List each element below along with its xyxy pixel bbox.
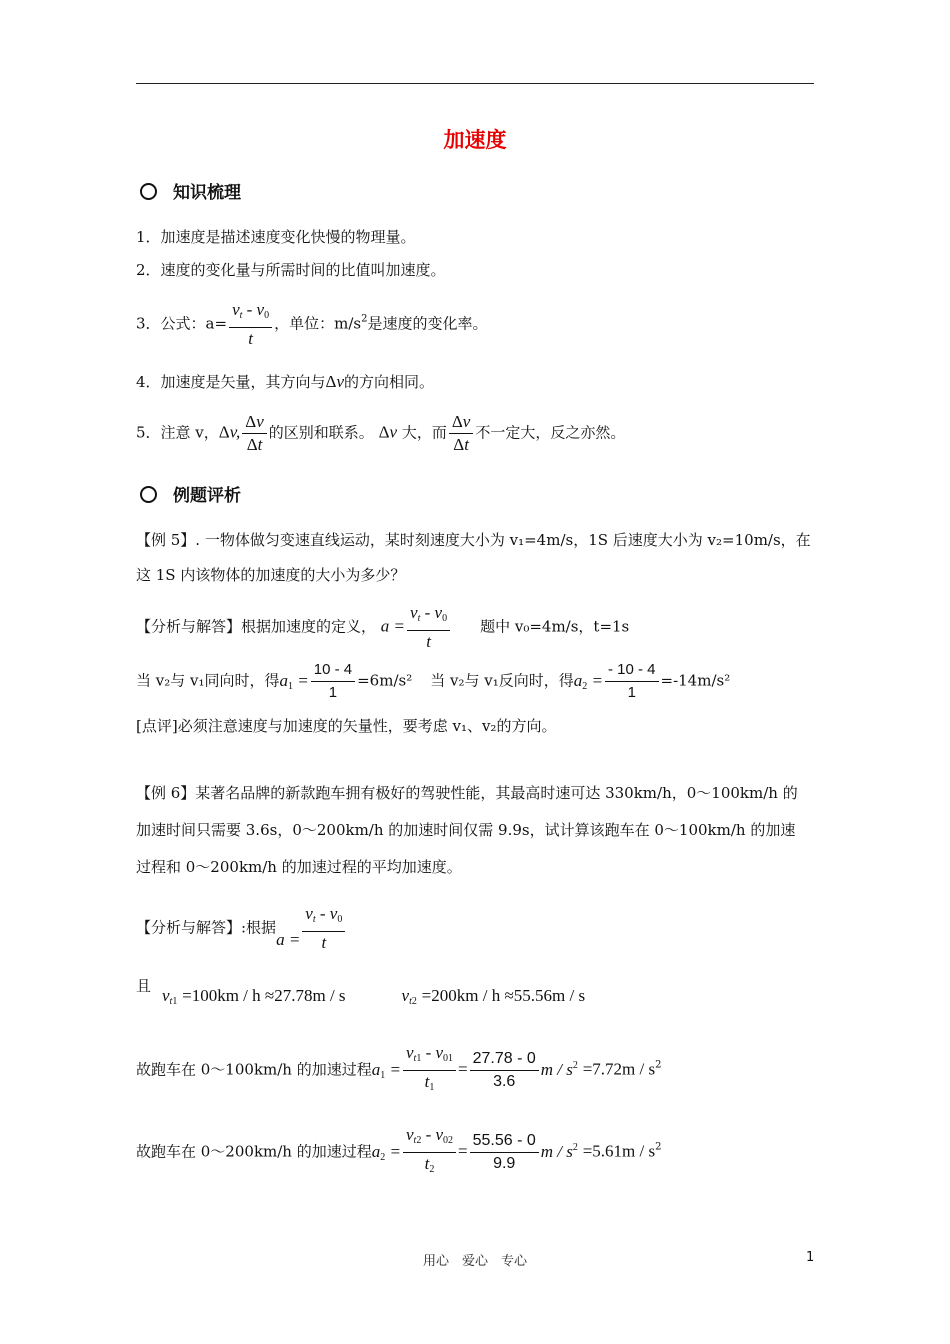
- delta-v-over-delta-t: $\frac{\Delta v}{\Delta t}$: [242, 412, 266, 455]
- example5-answer: 【分析与解答】根据加速度的定义， a = $\frac{v_t - v_0}{t}$ 题中 v₀=4m/s，t=1s: [136, 603, 630, 651]
- knowledge-item-2: 2．速度的变化量与所需时间的比值叫加速度。: [136, 261, 446, 279]
- example5-question-line2: 这 1S 内该物体的加速度的大小为多少？: [136, 566, 406, 584]
- double-circle-icon: [140, 183, 157, 200]
- acceleration-process-2: 故跑车在 0～200km/h 的加速过程$a_2$ = $\frac{v_{t2} - v_{02}}{t_2}$ = $\frac{55.56 - 0}{9.9}$ $m / s^2 =5.61m / s^2$: [136, 1125, 662, 1175]
- page-footer: 用心 爱心 专心: [422, 1254, 527, 1269]
- page-number: 1: [806, 1250, 815, 1265]
- section-heading-examples: 例题评析: [140, 481, 241, 506]
- example5-comment: [点评]必须注意速度与加速度的矢量性，要考虑 v₁、v₂的方向。: [136, 717, 557, 735]
- formula-fraction: $\frac{v_t - v_0}{t}$: [229, 300, 272, 349]
- acceleration-process-1: 故跑车在 0～100km/h 的加速过程$a_1$ = $\frac{v_{t1} - v_{01}}{t_1}$ = $\frac{27.78 - 0}{3.6}$ $m / s^2 =7.72m / s^2$: [136, 1043, 662, 1093]
- example6-answer: 【分析与解答】:根据a = $\frac{v_t - v_0}{t}$: [136, 904, 347, 953]
- double-circle-icon: [140, 486, 157, 503]
- and-label: 且: [136, 977, 152, 995]
- section-heading-knowledge: 知识梳理: [140, 178, 241, 203]
- example6-question-line2: 加速时间只需要 3.6s，0～200km/h 的加速时间仅需 9.9s，试计算该跑车在 0～100km/h 的加速: [136, 821, 796, 839]
- example6-question-line3: 过程和 0～200km/h 的加速过程的平均加速度。: [136, 858, 462, 876]
- knowledge-item-1: 1．加速度是描述速度变化快慢的物理量。: [136, 228, 416, 246]
- header-rule: [136, 83, 814, 84]
- example5-cases: 当 v₂与 v₁同向时，得$a_1$ = $\frac{10 - 4}{1}$ =6m/s² 当 v₂与 v₁反向时，得$a_2$ = $\frac{- 10 - 4}{1}$ =-14m/s²: [136, 661, 731, 701]
- velocity-values: $v_{t1} =100km / h \approx 27.78m / s$ $v_{t2} =200km / h \approx 55.56m / s$: [162, 986, 586, 1007]
- knowledge-item-3: 3．公式：a= $\frac{v_t - v_0}{t}$ ，单位：$m/s^2$是速度的变化率。: [136, 300, 488, 348]
- knowledge-item-5: 5．注意 v，Δv, $\frac{\Delta v}{\Delta t}$ 的区别和联系。 Δv 大，而 $\frac{\Delta v}{\Delta t}$ 不一定大，反之亦然。: [136, 412, 626, 454]
- page-title: 加速度: [443, 128, 507, 152]
- example6-question-line1: 【例 6】某著名品牌的新款跑车拥有极好的驾驶性能，其最高时速可达 330km/h，0～100km/h 的: [136, 784, 798, 802]
- example5-question-line1: 【例 5】. 一物体做匀变速直线运动，某时刻速度大小为 v₁=4m/s，1S 后速度大小为 v₂=10m/s，在: [136, 531, 811, 549]
- knowledge-item-4: 4．加速度是矢量，其方向与Δv的方向相同。: [136, 372, 435, 391]
